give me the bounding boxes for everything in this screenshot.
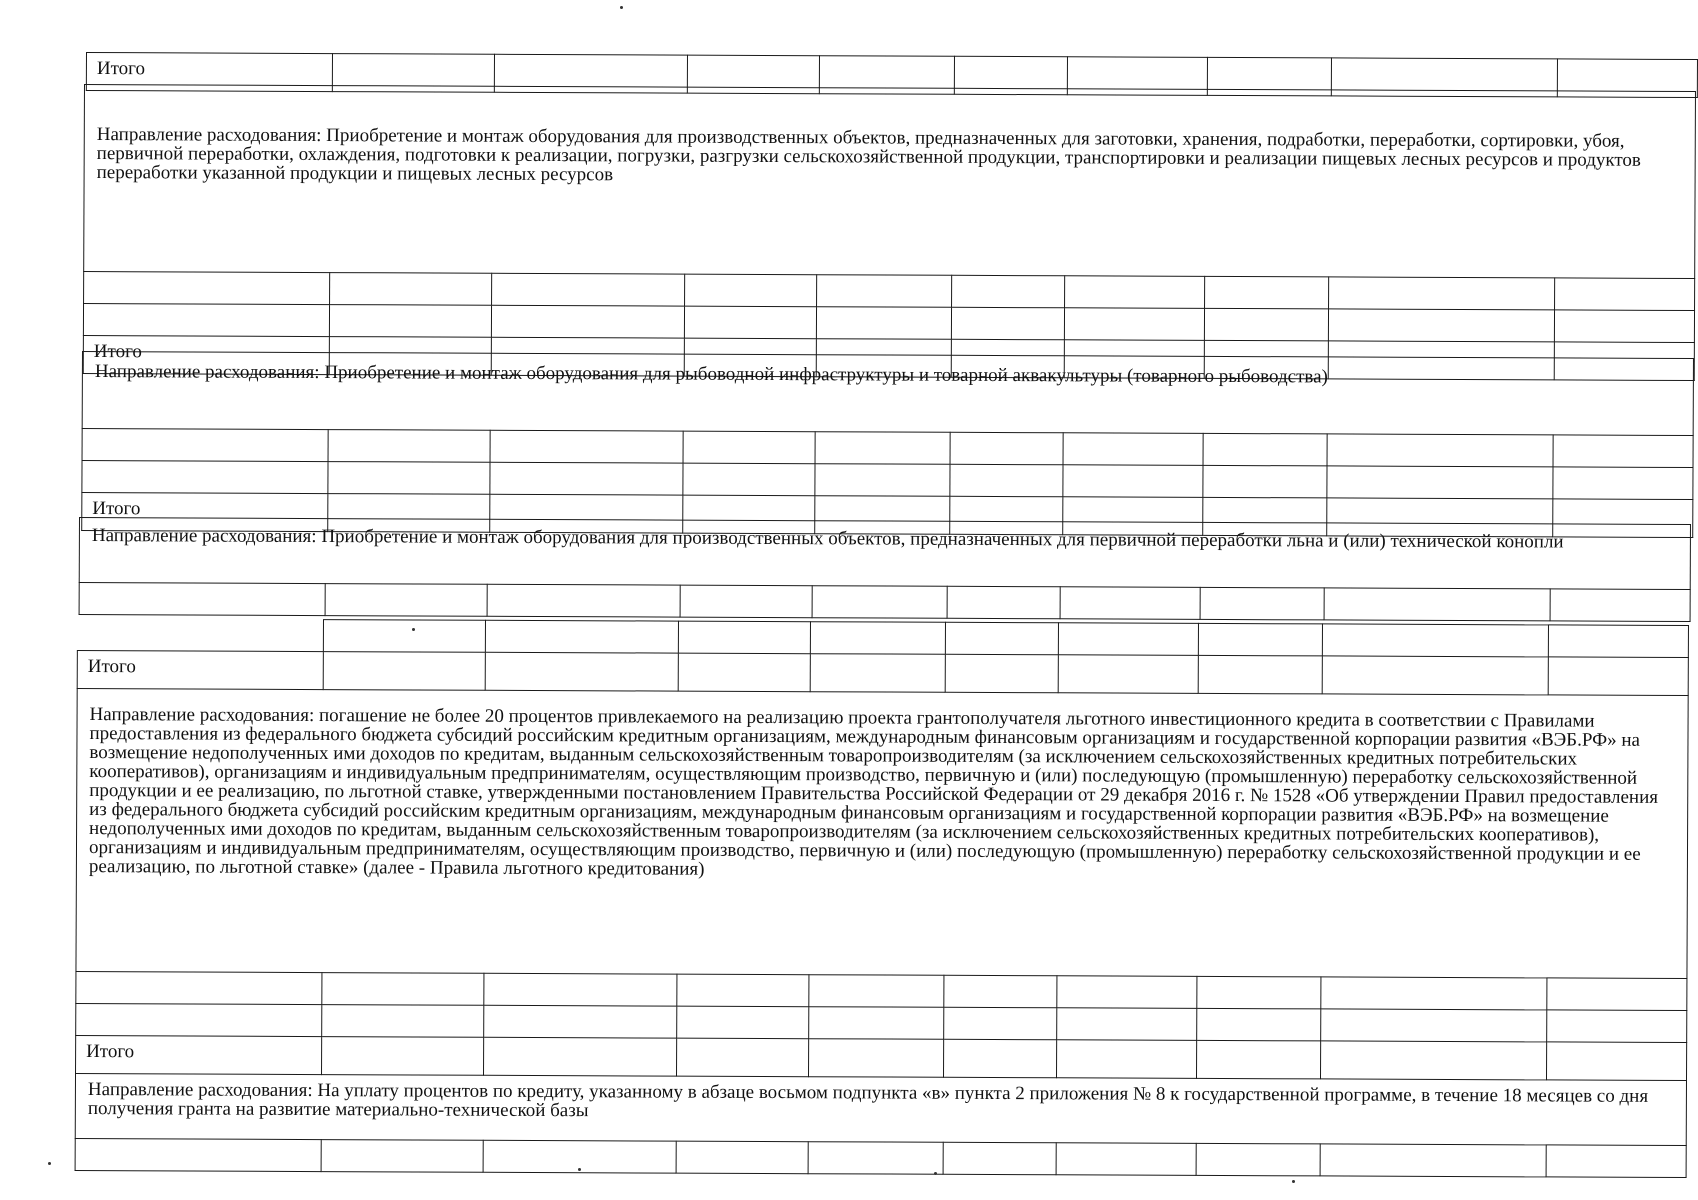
total-label: Итого <box>82 493 328 532</box>
table-row <box>75 1138 1686 1177</box>
section-heading: Направление расходования: Приобретение и монтаж оборудования для рыбоводной инфраструктуры и товарной аквакультуры (товарного рыбоводства) <box>94 361 1328 388</box>
scan-speck <box>934 1172 937 1175</box>
section-heading-row <box>75 1073 1686 1145</box>
total-label: Итого <box>77 651 323 690</box>
scan-speck <box>620 6 623 9</box>
total-label: Итого <box>76 1035 322 1074</box>
section-heading: Направление расходования: Приобретение и монтаж оборудования для производственных объектов, предназначенных для заготовки, хранения, подработки, переработки, сортировки, убоя, первичной переработки, охлаждения, подготовки к реализации, погрузки, разгрузки сельскохозяйственной продукции, транспортировки и реализации пищевых лесных ресурсов и продуктов переработки указанной продукции и пищевых лесных ресурсов <box>96 124 1641 186</box>
table-block-4 <box>79 517 1691 622</box>
section-heading-row <box>79 518 1690 590</box>
scan-speck <box>48 1162 51 1165</box>
table-block-5 <box>75 618 1689 1178</box>
scan-speck <box>1292 1180 1295 1183</box>
section-heading-row <box>84 85 1696 279</box>
section-heading: Направление расходования: На уплату процентов по кредиту, указанному в абзаце восьмом подпункта «в» пункта 2 приложения № 8 к государственной программе, в течение 18 месяцев со дня получения гранта на развитие материально-технической базы <box>87 1079 1649 1122</box>
table-block-3 <box>81 351 1694 538</box>
scan-speck <box>412 628 415 631</box>
section-heading: Направление расходования: Приобретение и монтаж оборудования для производственных объектов, предназначенных для первичной переработки льна и (или) технической конопли <box>91 525 1564 553</box>
section-heading: Направление расходования: погашение не более 20 процентов привлекаемого на реализацию проекта грантополучателя льготного инвестиционного кредита в соответствии с Правилами предоставления из федерального бюджета субсидий российским кредитным организациям, международным финансовым организациям и государственной корпорации развития «ВЭБ.РФ» на возмещение недополученных ими доходов по кредитам, выданным сельскохозяйственным товаропроизводителям (за исключением сельскохозяйственных кредитных потребительских кооперативов), организациям и индивидуальным предпринимателям, осуществляющим производство, первичную и (или) последующую (промышленную) переработку сельскохозяйственной продукции и ее реализацию, по льготной ставке, утвержденными постановлением Правительства Российской Федерации от 29 декабря 2016 г. № 1528 «Об утверждении Правил предоставления из федерального бюджета субсидий российским кредитным организациям, международным финансовым организациям и государственной корпорации развития «ВЭБ.РФ» на возмещение недополученных ими доходов по кредитам, выданным сельскохозяйственным товаропроизводителям (за исключением сельскохозяйственных кредитных потребительских кооперативов), организациям и индивидуальным предпринимателям, осуществляющим производство, первичную и (или) последующую (промышленную) переработку сельскохозяйственной продукции и ее реализацию, по льготной ставке» (далее - Правила льготного кредитования) <box>88 704 1659 880</box>
scan-speck <box>578 1168 581 1171</box>
total-label: Итого <box>83 335 329 374</box>
total-label: Итого <box>86 53 332 92</box>
section-heading-row <box>82 352 1693 436</box>
table-block-2 <box>83 84 1696 381</box>
table-row <box>79 583 1690 622</box>
section-heading-row <box>76 689 1688 979</box>
